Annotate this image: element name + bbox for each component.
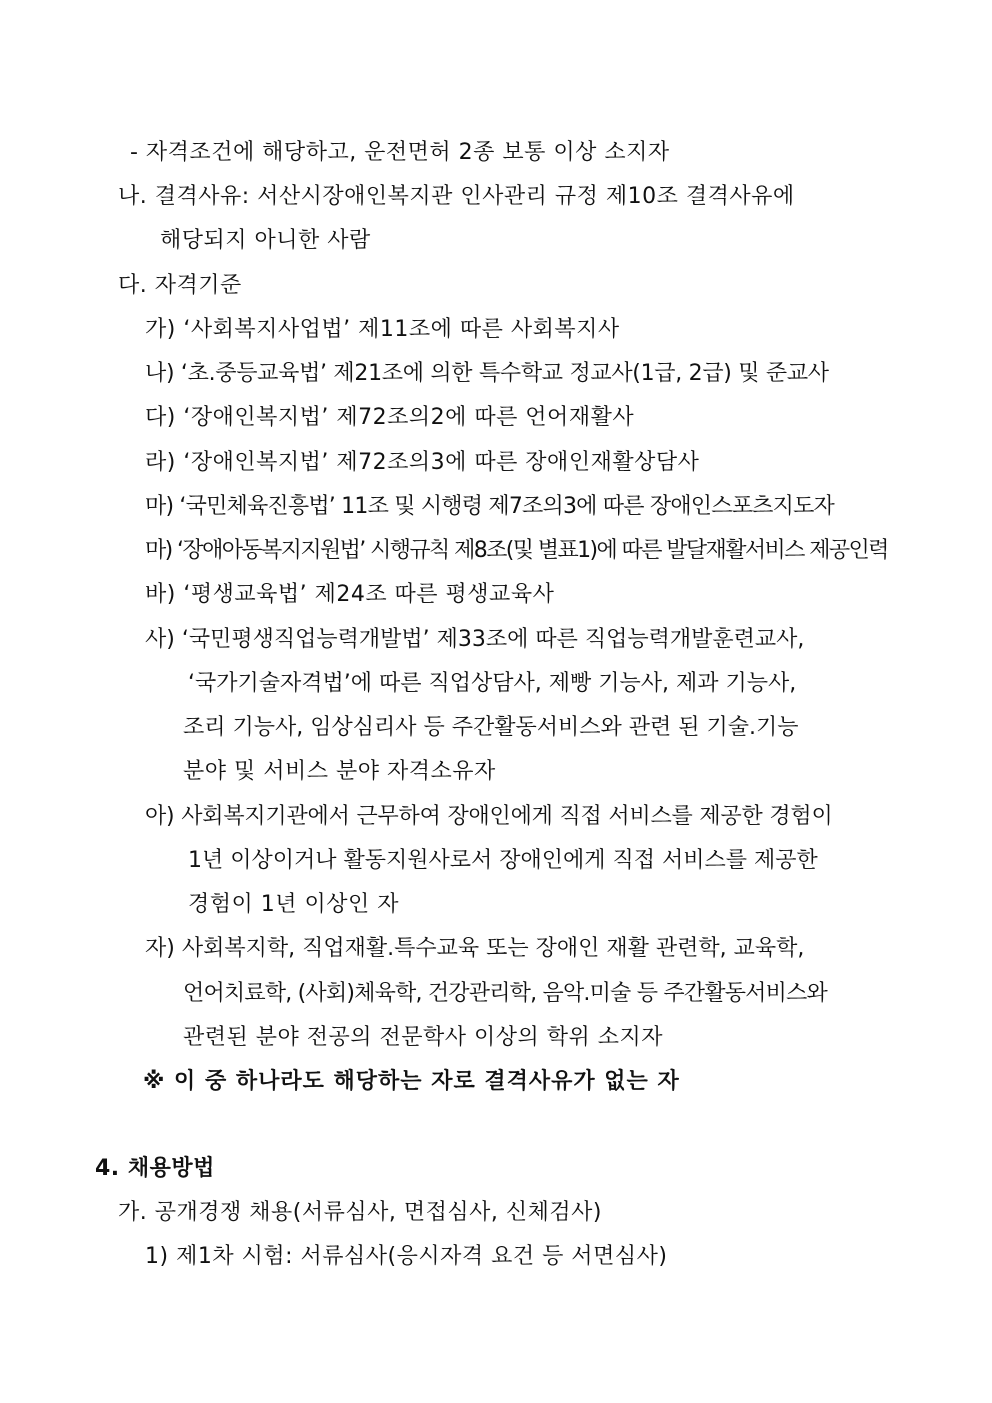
qualification-criteria-heading: 다. 자격기준 xyxy=(118,273,242,298)
criteria-item-continued: 경험이 1년 이상인 자 xyxy=(188,892,399,917)
criteria-item: 마) ‘국민체육진흥법’ 11조 및 시행령 제7조의3에 따른 장애인스포츠지도자 xyxy=(145,494,834,519)
criteria-item: 라) ‘장애인복지법’ 제72조의3에 따른 장애인재활상담사 xyxy=(145,450,700,475)
criteria-item-continued: 언어치료학, (사회)체육학, 건강관리학, 음악.미술 등 주간활동서비스와 xyxy=(183,981,827,1006)
criteria-item: 다) ‘장애인복지법’ 제72조의2에 따른 언어재활사 xyxy=(145,405,635,430)
criteria-item-continued: 1년 이상이거나 활동지원사로서 장애인에게 직접 서비스를 제공한 xyxy=(188,848,818,873)
criteria-item-continued: 조리 기능사, 임상심리사 등 주간활동서비스와 관련 된 기술.기능 xyxy=(183,715,799,740)
criteria-note: ※ 이 중 하나라도 해당하는 자로 결격사유가 없는 자 xyxy=(143,1069,680,1094)
criteria-item-continued: ‘국가기술자격법’에 따른 직업상담사, 제빵 기능사, 제과 기능사, xyxy=(188,671,797,696)
hiring-method-step: 1) 제1차 시험: 서류심사(응시자격 요건 등 서면심사) xyxy=(145,1244,668,1269)
criteria-item: 사) ‘국민평생직업능력개발법’ 제33조에 따른 직업능력개발훈련교사, xyxy=(145,627,805,652)
disqualification-reason-line: 나. 결격사유: 서산시장애인복지관 인사관리 규정 제10조 결격사유에 xyxy=(118,184,795,209)
criteria-item: 가) ‘사회복지사업법’ 제11조에 따른 사회복지사 xyxy=(145,317,620,342)
criteria-item: 아) 사회복지기관에서 근무하여 장애인에게 직접 서비스를 제공한 경험이 xyxy=(145,804,833,829)
qualification-condition-line: - 자격조건에 해당하고, 운전면허 2종 보통 이상 소지자 xyxy=(130,140,670,165)
section-heading-hiring-method: 4. 채용방법 xyxy=(95,1156,215,1181)
hiring-method-item: 가. 공개경쟁 채용(서류심사, 면접심사, 신체검사) xyxy=(118,1200,602,1225)
criteria-item: 마) ‘장애아동복지지원법’ 시행규칙 제8조(및 별표1)에 따른 발달재활서비스 제공인력 xyxy=(145,538,888,563)
criteria-item: 자) 사회복지학, 직업재활.특수교육 또는 장애인 재활 관련학, 교육학, xyxy=(145,936,805,961)
criteria-item: 바) ‘평생교육법’ 제24조 따른 평생교육사 xyxy=(145,582,555,607)
criteria-item: 나) ‘초.중등교육법’ 제21조에 의한 특수학교 정교사(1급, 2급) 및 준교사 xyxy=(145,361,829,386)
disqualification-reason-continued: 해당되지 아니한 사람 xyxy=(160,228,371,253)
criteria-item-continued: 분야 및 서비스 분야 자격소유자 xyxy=(183,759,496,784)
criteria-item-continued: 관련된 분야 전공의 전문학사 이상의 학위 소지자 xyxy=(183,1025,664,1050)
